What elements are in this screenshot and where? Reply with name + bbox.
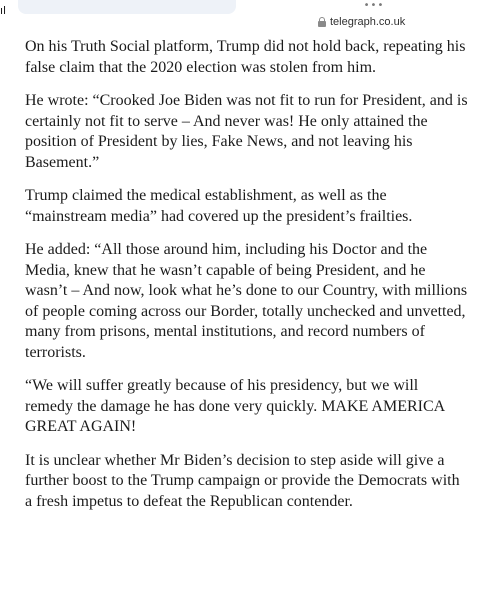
site-url: telegraph.co.uk [330,16,406,28]
article-paragraph: On his Truth Social platform, Trump did not hold back, repeating his false claim that the 2020 election was stolen from him. [25,38,466,76]
browser-top-bar [0,0,493,34]
article-paragraph: Trump claimed the medical establishment, as well as the “mainstream media” had covered up the president’s frailties. [25,187,413,225]
article-paragraph: It is unclear whether Mr Biden’s decision to step aside will give a further boost to the Trump campaign or provide the Democrats with a fresh impetus to defeat the Republican contender. [25,451,460,510]
lock-icon [318,17,326,27]
article-paragraph: He wrote: “Crooked Joe Biden was not fit to run for President, and is certainly not fit to serve – And never was! He only attained the position of President by lies, Fake News, and not leaving his Basement.” [25,92,468,171]
signal-strength-icon: ıl [0,4,7,17]
article-paragraph: He added: “All those around him, including his Doctor and the Media, knew that he wasn’t capable of being President, and he wasn’t – And now, look what he’s done to our Country, with millions of people coming across our Border, totally unchecked and unvetted, many from prisons, mental institutions, and record numbers of terrorists. [25,241,468,361]
more-options-icon[interactable]: ••• [363,0,385,11]
address-bar[interactable] [318,14,428,30]
tab-strip-pill[interactable] [18,0,236,14]
article-paragraph: “We will suffer greatly because of his presidency, but we will remedy the damage he has done very quickly. MAKE AMERICA GREAT AGAIN! [25,377,445,435]
article-body [25,37,469,512]
